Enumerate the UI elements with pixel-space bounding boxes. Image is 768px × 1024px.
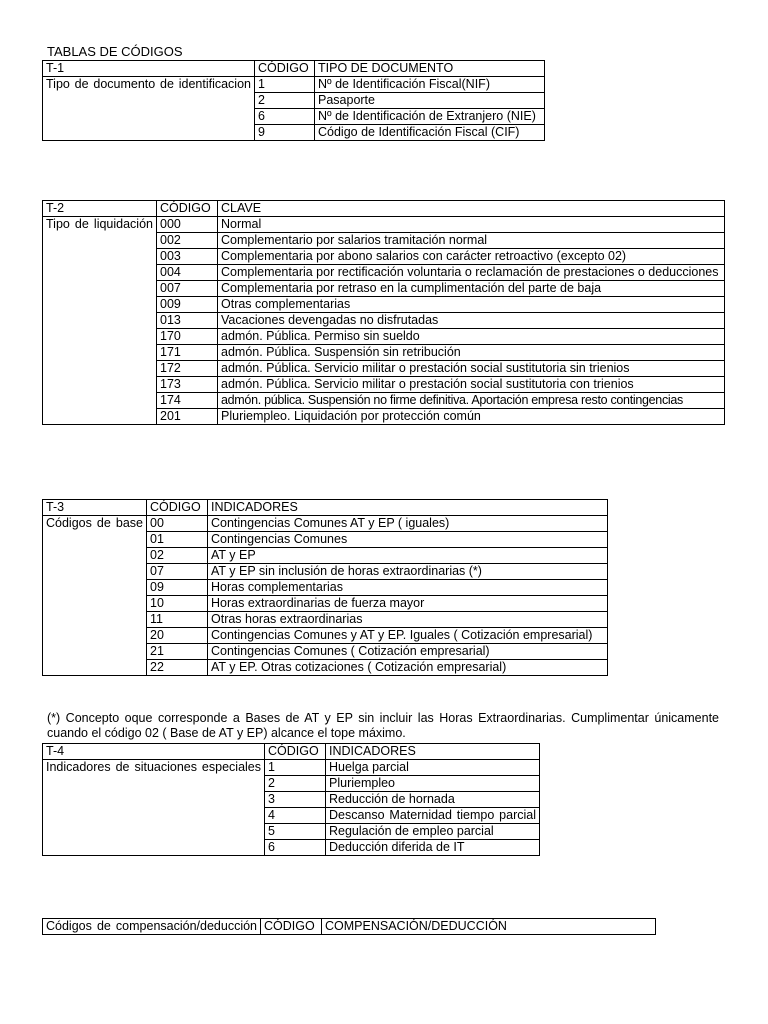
- code-cell: 171: [157, 345, 218, 361]
- value-cell: Deducción diferida de IT: [326, 840, 540, 856]
- table-description: Indicadores de situaciones especiales: [43, 760, 265, 856]
- code-cell: 172: [157, 361, 218, 377]
- code-cell: 3: [265, 792, 326, 808]
- code-cell: 07: [147, 564, 208, 580]
- code-cell: 01: [147, 532, 208, 548]
- table-id: T-2: [43, 201, 157, 217]
- table-t4: [42, 743, 540, 856]
- code-cell: 2: [265, 776, 326, 792]
- value-cell: AT y EP. Otras cotizaciones ( Cotización empresarial): [208, 660, 608, 676]
- table-row: [43, 77, 545, 93]
- code-cell: 4: [265, 808, 326, 824]
- code-cell: 22: [147, 660, 208, 676]
- code-cell: 20: [147, 628, 208, 644]
- code-cell: 6: [265, 840, 326, 856]
- code-column-header: CÓDIGO: [147, 500, 208, 516]
- table-t2: [42, 200, 725, 425]
- code-cell: 002: [157, 233, 218, 249]
- table-header-row: [43, 201, 725, 217]
- value-column-header: INDICADORES: [208, 500, 608, 516]
- code-cell: 21: [147, 644, 208, 660]
- value-cell: Pluriempleo. Liquidación por protección común: [218, 409, 725, 425]
- value-cell: admón. Pública. Permiso sin sueldo: [218, 329, 725, 345]
- value-cell: Complementaria por retraso en la cumplimentación del parte de baja: [218, 281, 725, 297]
- document-title: TABLAS DE CÓDIGOS: [47, 44, 183, 59]
- value-cell: Otras complementarias: [218, 297, 725, 313]
- code-cell: 003: [157, 249, 218, 265]
- code-cell: 2: [255, 93, 315, 109]
- value-cell: admón. pública. Suspensión no firme definitiva. Aportación empresa resto contingencias: [218, 393, 725, 409]
- code-cell: 10: [147, 596, 208, 612]
- value-cell: Pasaporte: [315, 93, 545, 109]
- code-cell: 02: [147, 548, 208, 564]
- value-cell: Nº de Identificación de Extranjero (NIE): [315, 109, 545, 125]
- table-header-row: [43, 919, 656, 935]
- table-description: Tipo de documento de identificacion: [43, 77, 255, 141]
- table-id: T-1: [43, 61, 255, 77]
- value-column-header: CLAVE: [218, 201, 725, 217]
- code-column-header: CÓDIGO: [255, 61, 315, 77]
- value-column-header: COMPENSACIÓN/DEDUCCIÓN: [322, 919, 656, 935]
- value-cell: Código de Identificación Fiscal (CIF): [315, 125, 545, 141]
- table-t3: [42, 499, 608, 676]
- value-cell: Normal: [218, 217, 725, 233]
- table-header-row: [43, 744, 540, 760]
- table-description: Tipo de liquidación: [43, 217, 157, 425]
- code-cell: 004: [157, 265, 218, 281]
- table-id: T-4: [43, 744, 265, 760]
- value-cell: Horas complementarias: [208, 580, 608, 596]
- code-cell: 00: [147, 516, 208, 532]
- value-cell: Pluriempleo: [326, 776, 540, 792]
- code-cell: 201: [157, 409, 218, 425]
- code-cell: 6: [255, 109, 315, 125]
- value-cell: Regulación de empleo parcial: [326, 824, 540, 840]
- value-column-header: TIPO DE DOCUMENTO: [315, 61, 545, 77]
- table-t1: [42, 60, 545, 141]
- value-cell: Complementaria por rectificación voluntaria o reclamación de prestaciones o deducciones: [218, 265, 725, 281]
- code-cell: 013: [157, 313, 218, 329]
- value-cell: Contingencias Comunes ( Cotización empresarial): [208, 644, 608, 660]
- table-description: Códigos de base: [43, 516, 147, 676]
- code-column-header: CÓDIGO: [157, 201, 218, 217]
- code-column-header: CÓDIGO: [261, 919, 322, 935]
- value-cell: Horas extraordinarias de fuerza mayor: [208, 596, 608, 612]
- value-cell: AT y EP sin inclusión de horas extraordinarias (*): [208, 564, 608, 580]
- value-cell: Otras horas extraordinarias: [208, 612, 608, 628]
- footnote: (*) Concepto oque corresponde a Bases de AT y EP sin incluir las Horas Extraordinarias. Cumplimentar únicamente cuando el código 02 ( Base de AT y EP) alcance el tope máximo.: [47, 711, 719, 740]
- value-cell: Contingencias Comunes y AT y EP. Iguales ( Cotización empresarial): [208, 628, 608, 644]
- value-cell: Vacaciones devengadas no disfrutadas: [218, 313, 725, 329]
- code-cell: 000: [157, 217, 218, 233]
- value-cell: Nº de Identificación Fiscal(NIF): [315, 77, 545, 93]
- value-cell: Contingencias Comunes AT y EP ( iguales): [208, 516, 608, 532]
- value-cell: AT y EP: [208, 548, 608, 564]
- code-column-header: CÓDIGO: [265, 744, 326, 760]
- value-cell: Descanso Maternidad tiempo parcial: [326, 808, 540, 824]
- table-description: Códigos de compensación/deducción: [43, 919, 261, 935]
- code-cell: 09: [147, 580, 208, 596]
- table-id: T-3: [43, 500, 147, 516]
- code-cell: 170: [157, 329, 218, 345]
- value-cell: Reducción de hornada: [326, 792, 540, 808]
- value-cell: Complementario por salarios tramitación normal: [218, 233, 725, 249]
- table-row: [43, 217, 725, 233]
- value-cell: admón. Pública. Suspensión sin retribución: [218, 345, 725, 361]
- code-cell: 007: [157, 281, 218, 297]
- value-column-header: INDICADORES: [326, 744, 540, 760]
- code-cell: 11: [147, 612, 208, 628]
- value-cell: Complementaria por abono salarios con carácter retroactivo (excepto 02): [218, 249, 725, 265]
- code-cell: 9: [255, 125, 315, 141]
- code-cell: 009: [157, 297, 218, 313]
- table-header-row: [43, 500, 608, 516]
- code-cell: 5: [265, 824, 326, 840]
- code-cell: 173: [157, 377, 218, 393]
- value-cell: Huelga parcial: [326, 760, 540, 776]
- code-cell: 1: [255, 77, 315, 93]
- code-cell: 1: [265, 760, 326, 776]
- value-cell: admón. Pública. Servicio militar o prestación social sustitutoria con trienios: [218, 377, 725, 393]
- table-compensation: [42, 918, 656, 935]
- table-header-row: [43, 61, 545, 77]
- value-cell: Contingencias Comunes: [208, 532, 608, 548]
- value-cell: admón. Pública. Servicio militar o prestación social sustitutoria sin trienios: [218, 361, 725, 377]
- table-row: [43, 516, 608, 532]
- table-row: [43, 760, 540, 776]
- code-cell: 174: [157, 393, 218, 409]
